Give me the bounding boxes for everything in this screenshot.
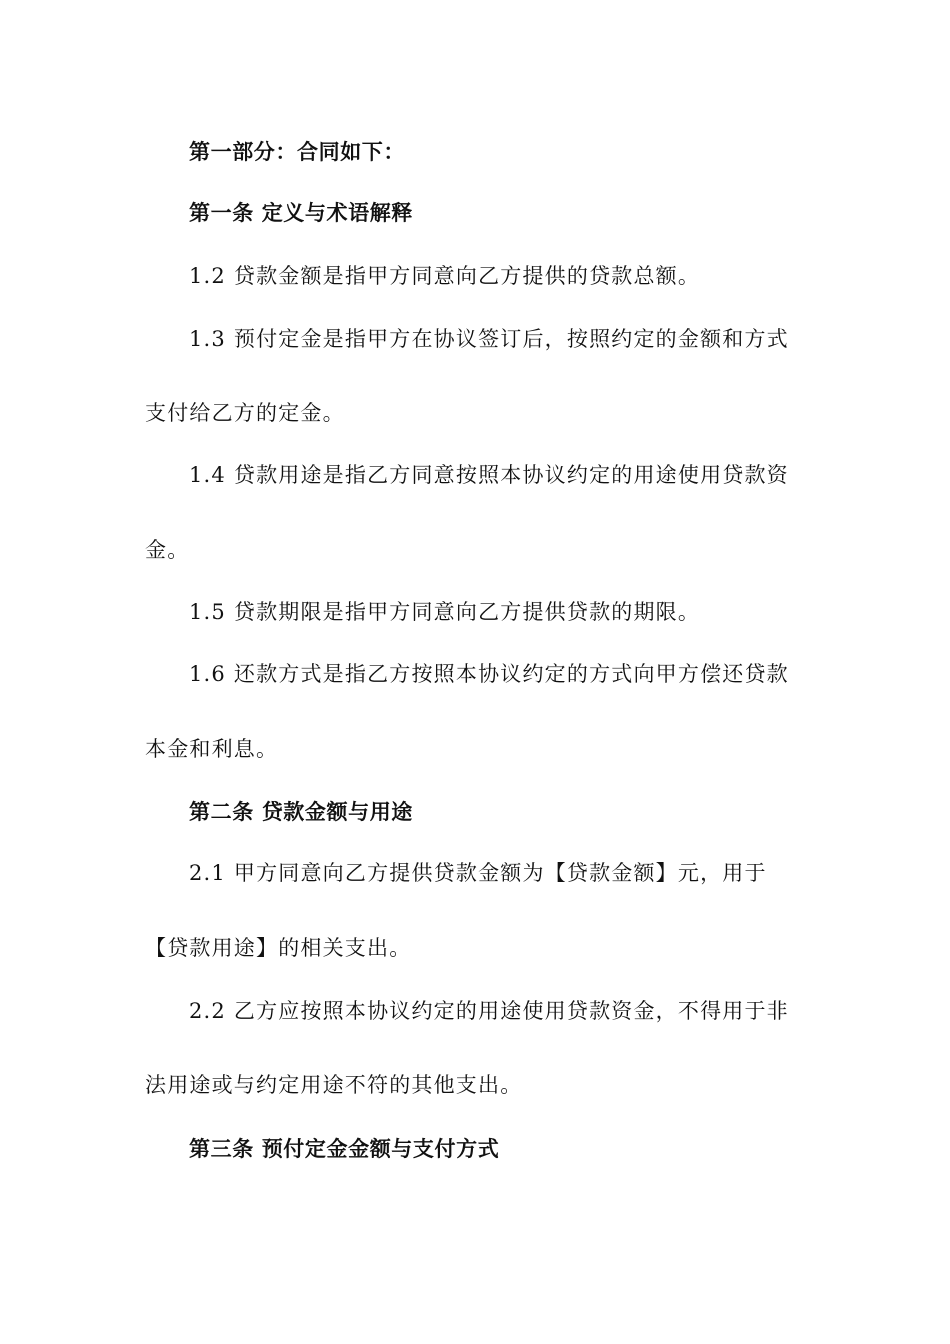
clause-1-6-line-1: 1.6 还款方式是指乙方按照本协议约定的方式向甲方偿还贷款 [189, 662, 789, 686]
clause-1-4-line-1: 1.4 贷款用途是指乙方同意按照本协议约定的用途使用贷款资 [189, 463, 789, 487]
clause-1-3-line-2: 支付给乙方的定金。 [145, 401, 345, 425]
clause-1-6-line-2: 本金和利息。 [145, 737, 279, 761]
clause-1-2: 1.2 贷款金额是指甲方同意向乙方提供的贷款总额。 [189, 264, 701, 288]
part-title: 第一部分：合同如下： [189, 140, 405, 164]
article-1-heading: 第一条 定义与术语解释 [189, 201, 413, 225]
clause-1-3-line-1: 1.3 预付定金是指甲方在协议签订后，按照约定的金额和方式 [189, 327, 789, 351]
article-2-heading: 第二条 贷款金额与用途 [189, 800, 413, 824]
article-3-heading: 第三条 预付定金金额与支付方式 [189, 1137, 500, 1161]
clause-1-5: 1.5 贷款期限是指甲方同意向乙方提供贷款的期限。 [189, 600, 701, 624]
clause-2-1-line-2: 【贷款用途】的相关支出。 [145, 936, 412, 960]
clause-2-1-line-1: 2.1 甲方同意向乙方提供贷款金额为【贷款金额】元，用于 [189, 861, 767, 885]
clause-2-2-line-1: 2.2 乙方应按照本协议约定的用途使用贷款资金，不得用于非 [189, 999, 789, 1023]
clause-2-2-line-2: 法用途或与约定用途不符的其他支出。 [145, 1073, 523, 1097]
clause-1-4-line-2: 金。 [145, 538, 190, 562]
